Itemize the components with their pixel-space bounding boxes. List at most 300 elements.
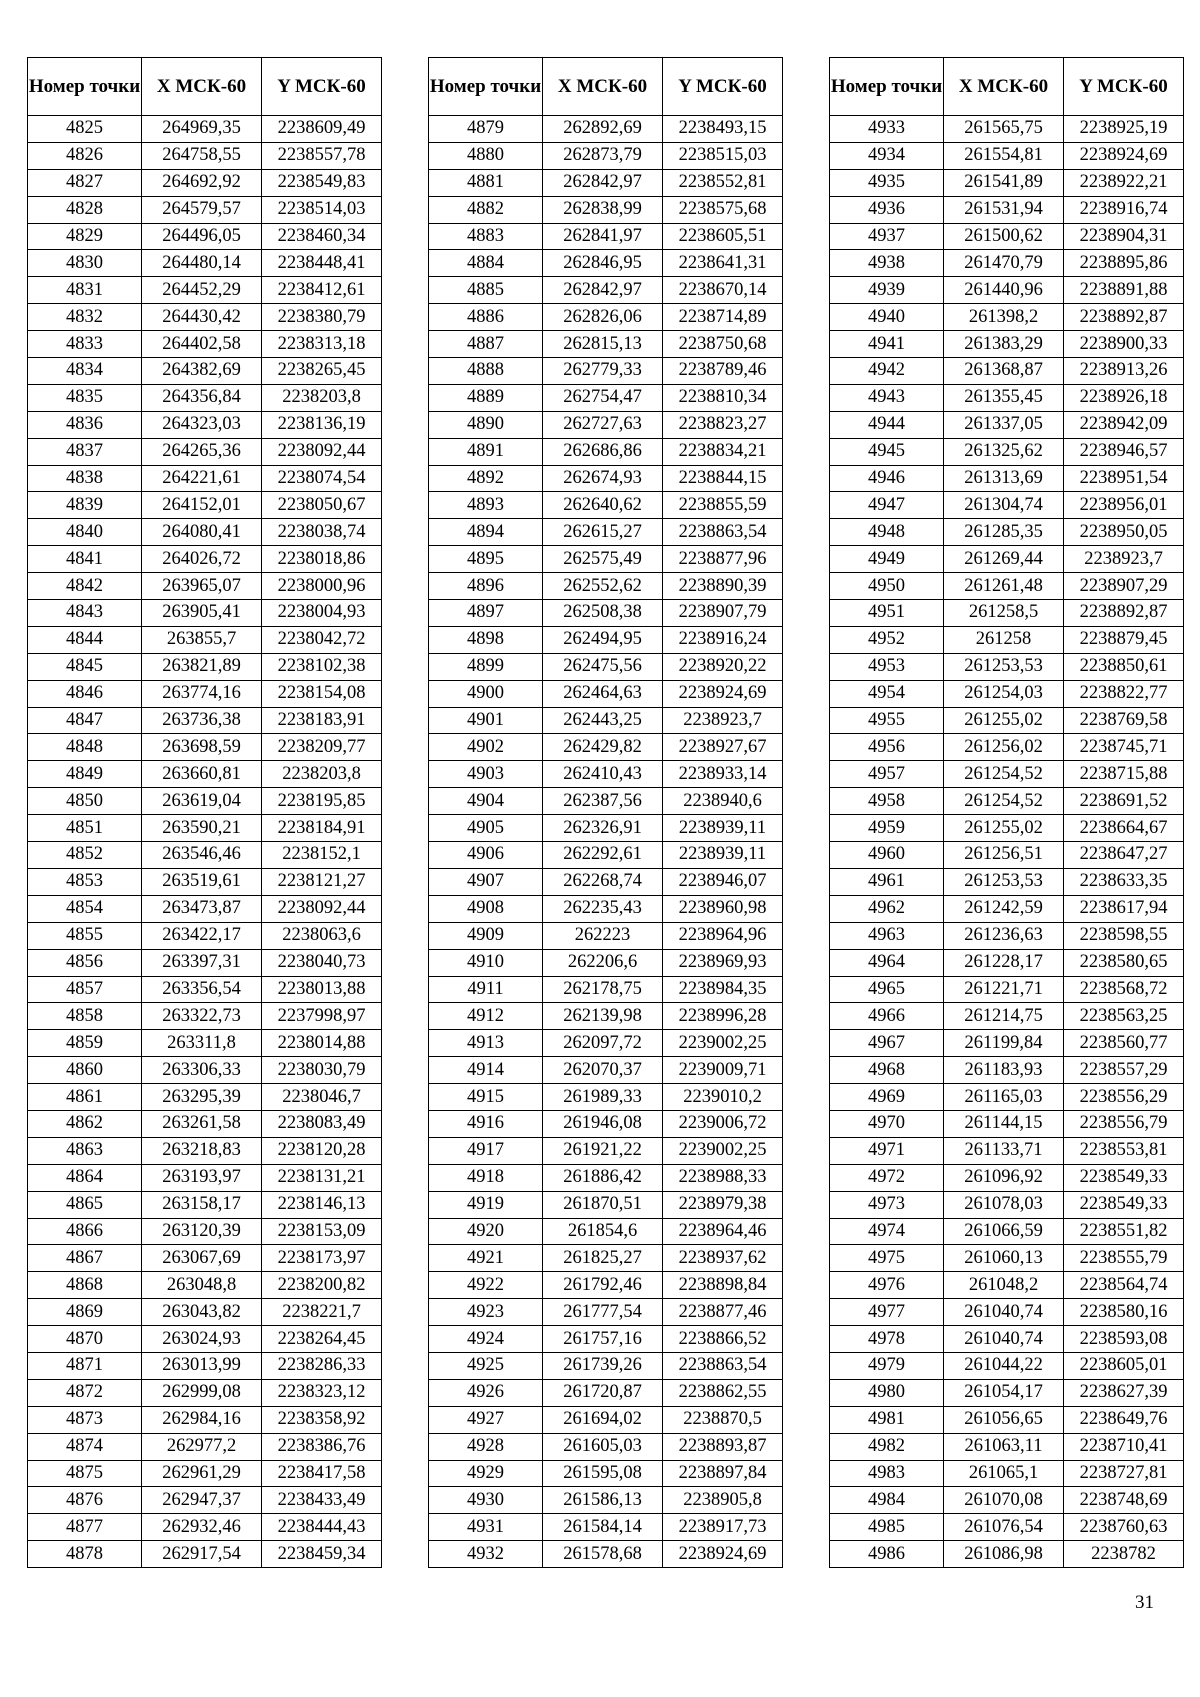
y-coordinate-cell: 2238979,38 (663, 1191, 783, 1218)
point-number-cell: 4918 (429, 1164, 543, 1191)
table-row (28, 1191, 382, 1218)
x-coordinate-cell: 262575,49 (543, 546, 663, 573)
y-coordinate-cell: 2238940,6 (663, 788, 783, 815)
y-coordinate-cell: 2238042,72 (262, 626, 382, 653)
table-row (830, 761, 1184, 788)
point-number-cell: 4925 (429, 1352, 543, 1379)
table-row (830, 304, 1184, 331)
table-row (830, 922, 1184, 949)
x-coordinate-cell: 261578,68 (543, 1541, 663, 1568)
point-number-cell: 4853 (28, 868, 142, 895)
x-coordinate-cell: 262268,74 (543, 868, 663, 895)
point-number-cell: 4901 (429, 707, 543, 734)
y-coordinate-cell: 2238810,34 (663, 384, 783, 411)
point-number-cell: 4932 (429, 1541, 543, 1568)
table-row (28, 1057, 382, 1084)
point-number-cell: 4936 (830, 196, 944, 223)
y-coordinate-cell: 2238557,78 (262, 142, 382, 169)
x-coordinate-cell: 262754,47 (543, 384, 663, 411)
table-row (429, 1352, 783, 1379)
point-number-cell: 4909 (429, 922, 543, 949)
x-coordinate-cell: 261144,15 (944, 1110, 1064, 1137)
point-number-cell: 4974 (830, 1218, 944, 1245)
x-coordinate-cell: 263043,82 (142, 1299, 262, 1326)
point-number-cell: 4876 (28, 1487, 142, 1514)
point-number-cell: 4978 (830, 1326, 944, 1353)
x-coordinate-cell: 261255,02 (944, 707, 1064, 734)
y-coordinate-cell: 2238942,09 (1064, 411, 1184, 438)
header-point-number: Номер точки (429, 58, 543, 116)
y-coordinate-cell: 2238580,65 (1064, 949, 1184, 976)
table-row (429, 1299, 783, 1326)
y-coordinate-cell: 2238923,7 (1064, 546, 1184, 573)
y-coordinate-cell: 2238575,68 (663, 196, 783, 223)
x-coordinate-cell: 262984,16 (142, 1406, 262, 1433)
point-number-cell: 4956 (830, 734, 944, 761)
y-coordinate-cell: 2238879,45 (1064, 626, 1184, 653)
table-row (429, 842, 783, 869)
y-coordinate-cell: 2238221,7 (262, 1299, 382, 1326)
x-coordinate-cell: 263422,17 (142, 922, 262, 949)
x-coordinate-cell: 261078,03 (944, 1191, 1064, 1218)
y-coordinate-cell: 2238444,43 (262, 1514, 382, 1541)
table-row (28, 384, 382, 411)
table-row (28, 1460, 382, 1487)
point-number-cell: 4881 (429, 169, 543, 196)
point-number-cell: 4839 (28, 492, 142, 519)
y-coordinate-cell: 2238898,84 (663, 1272, 783, 1299)
y-coordinate-cell: 2238605,51 (663, 223, 783, 250)
x-coordinate-cell: 262443,25 (543, 707, 663, 734)
x-coordinate-cell: 261694,02 (543, 1406, 663, 1433)
y-coordinate-cell: 2238209,77 (262, 734, 382, 761)
y-coordinate-cell: 2238850,61 (1064, 653, 1184, 680)
table-row (830, 1352, 1184, 1379)
y-coordinate-cell: 2238923,7 (663, 707, 783, 734)
table-row (429, 142, 783, 169)
y-coordinate-cell: 2238203,8 (262, 761, 382, 788)
table-row (28, 761, 382, 788)
point-number-cell: 4970 (830, 1110, 944, 1137)
table-row (28, 1433, 382, 1460)
coordinates-table-3 (829, 57, 1184, 1568)
point-number-cell: 4891 (429, 438, 543, 465)
y-coordinate-cell: 2238568,72 (1064, 976, 1184, 1003)
y-coordinate-cell: 2239002,25 (663, 1030, 783, 1057)
y-coordinate-cell: 2238641,31 (663, 250, 783, 277)
point-number-cell: 4964 (830, 949, 944, 976)
table-row (830, 573, 1184, 600)
point-number-cell: 4975 (830, 1245, 944, 1272)
table-row (429, 223, 783, 250)
table-row (830, 546, 1184, 573)
table-row (429, 169, 783, 196)
y-coordinate-cell: 2238964,46 (663, 1218, 783, 1245)
point-number-cell: 4973 (830, 1191, 944, 1218)
y-coordinate-cell: 2238551,82 (1064, 1218, 1184, 1245)
point-number-cell: 4961 (830, 868, 944, 895)
header-point-number: Номер точки (830, 58, 944, 116)
table-row (830, 1326, 1184, 1353)
table-row (830, 411, 1184, 438)
point-number-cell: 4946 (830, 465, 944, 492)
point-number-cell: 4834 (28, 358, 142, 385)
x-coordinate-cell: 262727,63 (543, 411, 663, 438)
y-coordinate-cell: 2238121,27 (262, 868, 382, 895)
x-coordinate-cell: 261854,6 (543, 1218, 663, 1245)
x-coordinate-cell: 263120,39 (142, 1218, 262, 1245)
y-coordinate-cell: 2238313,18 (262, 331, 382, 358)
table-row (830, 1057, 1184, 1084)
y-coordinate-cell: 2238102,38 (262, 653, 382, 680)
x-coordinate-cell: 262139,98 (543, 1003, 663, 1030)
point-number-cell: 4877 (28, 1514, 142, 1541)
y-coordinate-cell: 2238823,27 (663, 411, 783, 438)
point-number-cell: 4878 (28, 1541, 142, 1568)
x-coordinate-cell: 261383,29 (944, 331, 1064, 358)
point-number-cell: 4955 (830, 707, 944, 734)
point-number-cell: 4847 (28, 707, 142, 734)
x-coordinate-cell: 262410,43 (543, 761, 663, 788)
y-coordinate-cell: 2238900,33 (1064, 331, 1184, 358)
table-row (429, 1084, 783, 1111)
x-coordinate-cell: 262494,95 (543, 626, 663, 653)
table-row (429, 519, 783, 546)
x-coordinate-cell: 263356,54 (142, 976, 262, 1003)
x-coordinate-cell: 261946,08 (543, 1110, 663, 1137)
x-coordinate-cell: 264221,61 (142, 465, 262, 492)
y-coordinate-cell: 2238822,77 (1064, 680, 1184, 707)
table-row (28, 1487, 382, 1514)
x-coordinate-cell: 261214,75 (944, 1003, 1064, 1030)
y-coordinate-cell: 2238890,39 (663, 573, 783, 600)
table-row (28, 465, 382, 492)
y-coordinate-cell: 2238063,6 (262, 922, 382, 949)
table-row (28, 1003, 382, 1030)
point-number-cell: 4856 (28, 949, 142, 976)
x-coordinate-cell: 261063,11 (944, 1433, 1064, 1460)
x-coordinate-cell: 261048,2 (944, 1272, 1064, 1299)
y-coordinate-cell: 2238038,74 (262, 519, 382, 546)
y-coordinate-cell: 2238939,11 (663, 815, 783, 842)
point-number-cell: 4921 (429, 1245, 543, 1272)
y-coordinate-cell: 2238745,71 (1064, 734, 1184, 761)
point-number-cell: 4951 (830, 600, 944, 627)
coordinate-tables (0, 57, 1200, 1577)
point-number-cell: 4825 (28, 116, 142, 143)
point-number-cell: 4863 (28, 1137, 142, 1164)
table-row (830, 626, 1184, 653)
table-row (28, 411, 382, 438)
point-number-cell: 4833 (28, 331, 142, 358)
table-row (830, 1406, 1184, 1433)
x-coordinate-cell: 261500,62 (944, 223, 1064, 250)
point-number-cell: 4954 (830, 680, 944, 707)
x-coordinate-cell: 262873,79 (543, 142, 663, 169)
x-coordinate-cell: 261040,74 (944, 1299, 1064, 1326)
table-row (429, 384, 783, 411)
point-number-cell: 4914 (429, 1057, 543, 1084)
y-coordinate-cell: 2238996,28 (663, 1003, 783, 1030)
y-coordinate-cell: 2238120,28 (262, 1137, 382, 1164)
y-coordinate-cell: 2238937,62 (663, 1245, 783, 1272)
y-coordinate-cell: 2238173,97 (262, 1245, 382, 1272)
x-coordinate-cell: 263519,61 (142, 868, 262, 895)
table-row (830, 196, 1184, 223)
x-coordinate-cell: 261228,17 (944, 949, 1064, 976)
point-number-cell: 4985 (830, 1514, 944, 1541)
x-coordinate-cell: 261253,53 (944, 653, 1064, 680)
point-number-cell: 4837 (28, 438, 142, 465)
y-coordinate-cell: 2238200,82 (262, 1272, 382, 1299)
point-number-cell: 4866 (28, 1218, 142, 1245)
x-coordinate-cell: 264265,36 (142, 438, 262, 465)
x-coordinate-cell: 261066,59 (944, 1218, 1064, 1245)
table-row (830, 653, 1184, 680)
y-coordinate-cell: 2238933,14 (663, 761, 783, 788)
y-coordinate-cell: 2238925,19 (1064, 116, 1184, 143)
point-number-cell: 4843 (28, 600, 142, 627)
header-x-coordinate: X МСК-60 (543, 58, 663, 116)
y-coordinate-cell: 2238074,54 (262, 465, 382, 492)
y-coordinate-cell: 2238789,46 (663, 358, 783, 385)
point-number-cell: 4910 (429, 949, 543, 976)
point-number-cell: 4912 (429, 1003, 543, 1030)
table-row (429, 546, 783, 573)
y-coordinate-cell: 2238564,74 (1064, 1272, 1184, 1299)
y-coordinate-cell: 2238855,59 (663, 492, 783, 519)
y-coordinate-cell: 2238553,81 (1064, 1137, 1184, 1164)
point-number-cell: 4959 (830, 815, 944, 842)
point-number-cell: 4841 (28, 546, 142, 573)
y-coordinate-cell: 2238040,73 (262, 949, 382, 976)
y-coordinate-cell: 2238844,15 (663, 465, 783, 492)
table-row (830, 788, 1184, 815)
table-row (830, 1110, 1184, 1137)
y-coordinate-cell: 2238380,79 (262, 304, 382, 331)
table-row (429, 1110, 783, 1137)
x-coordinate-cell: 262779,33 (543, 358, 663, 385)
x-coordinate-cell: 263024,93 (142, 1326, 262, 1353)
x-coordinate-cell: 264026,72 (142, 546, 262, 573)
table-row (28, 519, 382, 546)
x-coordinate-cell: 264430,42 (142, 304, 262, 331)
table-row (429, 573, 783, 600)
point-number-cell: 4892 (429, 465, 543, 492)
y-coordinate-cell: 2238862,55 (663, 1379, 783, 1406)
table-row (830, 384, 1184, 411)
table-row (830, 707, 1184, 734)
table-row (429, 1057, 783, 1084)
point-number-cell: 4886 (429, 304, 543, 331)
table-row (830, 250, 1184, 277)
point-number-cell: 4962 (830, 895, 944, 922)
point-number-cell: 4888 (429, 358, 543, 385)
y-coordinate-cell: 2238152,1 (262, 842, 382, 869)
point-number-cell: 4831 (28, 277, 142, 304)
point-number-cell: 4945 (830, 438, 944, 465)
table-row (830, 1137, 1184, 1164)
point-number-cell: 4840 (28, 519, 142, 546)
y-coordinate-cell: 2238964,96 (663, 922, 783, 949)
table-row (429, 1460, 783, 1487)
table-row (28, 196, 382, 223)
table-row (830, 438, 1184, 465)
point-number-cell: 4984 (830, 1487, 944, 1514)
y-coordinate-cell: 2238870,5 (663, 1406, 783, 1433)
table-row (28, 1514, 382, 1541)
table-row (830, 842, 1184, 869)
header-point-number: Номер точки (28, 58, 142, 116)
table-row (28, 1084, 382, 1111)
x-coordinate-cell: 263965,07 (142, 573, 262, 600)
table-row (830, 1164, 1184, 1191)
y-coordinate-cell: 2238549,33 (1064, 1164, 1184, 1191)
point-number-cell: 4929 (429, 1460, 543, 1487)
x-coordinate-cell: 264452,29 (142, 277, 262, 304)
y-coordinate-cell: 2238897,84 (663, 1460, 783, 1487)
point-number-cell: 4949 (830, 546, 944, 573)
y-coordinate-cell: 2238877,96 (663, 546, 783, 573)
x-coordinate-cell: 264692,92 (142, 169, 262, 196)
x-coordinate-cell: 261086,98 (944, 1541, 1064, 1568)
y-coordinate-cell: 2238563,25 (1064, 1003, 1184, 1030)
point-number-cell: 4976 (830, 1272, 944, 1299)
y-coordinate-cell: 2238557,29 (1064, 1057, 1184, 1084)
table-row (28, 438, 382, 465)
y-coordinate-cell: 2238715,88 (1064, 761, 1184, 788)
x-coordinate-cell: 263158,17 (142, 1191, 262, 1218)
x-coordinate-cell: 262223 (543, 922, 663, 949)
table-row (429, 1406, 783, 1433)
x-coordinate-cell: 263013,99 (142, 1352, 262, 1379)
table-row (28, 1272, 382, 1299)
y-coordinate-cell: 2238004,93 (262, 600, 382, 627)
point-number-cell: 4938 (830, 250, 944, 277)
y-coordinate-cell: 2238877,46 (663, 1299, 783, 1326)
x-coordinate-cell: 263619,04 (142, 788, 262, 815)
x-coordinate-cell: 261242,59 (944, 895, 1064, 922)
point-number-cell: 4935 (830, 169, 944, 196)
table-row (28, 815, 382, 842)
point-number-cell: 4963 (830, 922, 944, 949)
y-coordinate-cell: 2238264,45 (262, 1326, 382, 1353)
table-row (429, 1514, 783, 1541)
y-coordinate-cell: 2238433,49 (262, 1487, 382, 1514)
x-coordinate-cell: 262429,82 (543, 734, 663, 761)
point-number-cell: 4848 (28, 734, 142, 761)
table-row (429, 976, 783, 1003)
x-coordinate-cell: 262947,37 (142, 1487, 262, 1514)
table-row (28, 169, 382, 196)
table-row (28, 1299, 382, 1326)
x-coordinate-cell: 261541,89 (944, 169, 1064, 196)
point-number-cell: 4884 (429, 250, 543, 277)
point-number-cell: 4980 (830, 1379, 944, 1406)
y-coordinate-cell: 2238358,92 (262, 1406, 382, 1433)
point-number-cell: 4849 (28, 761, 142, 788)
point-number-cell: 4908 (429, 895, 543, 922)
table-row (429, 116, 783, 143)
y-coordinate-cell: 2238000,96 (262, 573, 382, 600)
point-number-cell: 4948 (830, 519, 944, 546)
point-number-cell: 4906 (429, 842, 543, 869)
y-coordinate-cell: 2238605,01 (1064, 1352, 1184, 1379)
table-row (28, 250, 382, 277)
point-number-cell: 4944 (830, 411, 944, 438)
x-coordinate-cell: 261254,52 (944, 761, 1064, 788)
x-coordinate-cell: 262235,43 (543, 895, 663, 922)
table-row (429, 1003, 783, 1030)
table-row (28, 600, 382, 627)
y-coordinate-cell: 2238670,14 (663, 277, 783, 304)
y-coordinate-cell: 2238515,03 (663, 142, 783, 169)
table-row (28, 707, 382, 734)
point-number-cell: 4844 (28, 626, 142, 653)
x-coordinate-cell: 262097,72 (543, 1030, 663, 1057)
table-row (830, 331, 1184, 358)
point-number-cell: 4928 (429, 1433, 543, 1460)
y-coordinate-cell: 2238552,81 (663, 169, 783, 196)
y-coordinate-cell: 2238549,33 (1064, 1191, 1184, 1218)
y-coordinate-cell: 2238782 (1064, 1541, 1184, 1568)
y-coordinate-cell: 2238769,58 (1064, 707, 1184, 734)
y-coordinate-cell: 2238617,94 (1064, 895, 1184, 922)
point-number-cell: 4874 (28, 1433, 142, 1460)
table-header-row (28, 58, 382, 116)
x-coordinate-cell: 262815,13 (543, 331, 663, 358)
header-x-coordinate: X МСК-60 (142, 58, 262, 116)
point-number-cell: 4916 (429, 1110, 543, 1137)
point-number-cell: 4882 (429, 196, 543, 223)
table-row (429, 600, 783, 627)
point-number-cell: 4890 (429, 411, 543, 438)
point-number-cell: 4960 (830, 842, 944, 869)
x-coordinate-cell: 262070,37 (543, 1057, 663, 1084)
header-x-coordinate: X МСК-60 (944, 58, 1064, 116)
table-row (28, 492, 382, 519)
table-row (429, 1326, 783, 1353)
table-row (429, 1379, 783, 1406)
table-row (429, 1487, 783, 1514)
header-y-coordinate: Y МСК-60 (1064, 58, 1184, 116)
point-number-cell: 4917 (429, 1137, 543, 1164)
x-coordinate-cell: 263698,59 (142, 734, 262, 761)
table-row (830, 1030, 1184, 1057)
point-number-cell: 4845 (28, 653, 142, 680)
x-coordinate-cell: 263295,39 (142, 1084, 262, 1111)
point-number-cell: 4897 (429, 600, 543, 627)
coordinates-table-2 (428, 57, 783, 1568)
table-row (429, 438, 783, 465)
table-row (28, 1379, 382, 1406)
y-coordinate-cell: 2238939,11 (663, 842, 783, 869)
x-coordinate-cell: 263193,97 (142, 1164, 262, 1191)
x-coordinate-cell: 261065,1 (944, 1460, 1064, 1487)
x-coordinate-cell: 261586,13 (543, 1487, 663, 1514)
x-coordinate-cell: 262552,62 (543, 573, 663, 600)
table-row (28, 842, 382, 869)
x-coordinate-cell: 264969,35 (142, 116, 262, 143)
point-number-cell: 4977 (830, 1299, 944, 1326)
table-row (429, 196, 783, 223)
table-row (429, 680, 783, 707)
x-coordinate-cell: 261256,02 (944, 734, 1064, 761)
y-coordinate-cell: 2238984,35 (663, 976, 783, 1003)
x-coordinate-cell: 263397,31 (142, 949, 262, 976)
y-coordinate-cell: 2238664,67 (1064, 815, 1184, 842)
x-coordinate-cell: 263311,8 (142, 1030, 262, 1057)
